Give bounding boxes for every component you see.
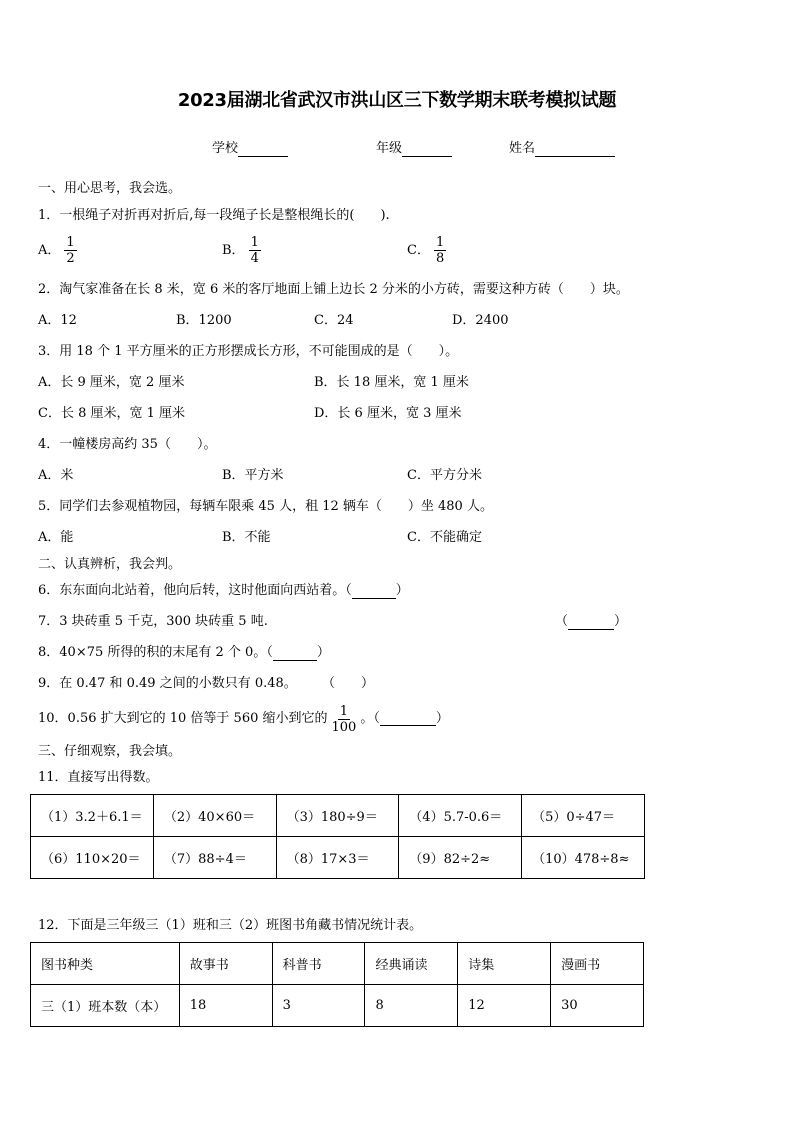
question-8 <box>38 645 330 661</box>
q1-option-a-fraction <box>64 235 76 266</box>
q3-option-c[interactable]: C．长 8 厘米，宽 1 厘米 <box>38 406 186 421</box>
math-cell[interactable]: （3）180÷9＝ <box>276 795 399 837</box>
table-row <box>31 795 645 837</box>
q7-close-paren: ） <box>614 614 628 629</box>
q1-option-c[interactable] <box>407 235 446 266</box>
q2-option-d[interactable]: D．2400 <box>452 313 509 328</box>
q2-option-a[interactable]: A．12 <box>38 313 77 328</box>
q6-close-paren: ） <box>395 583 409 598</box>
q10-open-paren: 。（ <box>360 711 380 726</box>
row-label-cell: 三（1）班本数（本） <box>31 985 180 1027</box>
grade-field[interactable] <box>376 141 452 157</box>
q1-option-b-label: B． <box>222 243 245 258</box>
q3-option-b[interactable]: B．长 18 厘米，宽 1 厘米 <box>314 375 469 390</box>
question-2-stem: 2．淘气家准备在长 8 米，宽 6 米的客厅地面上铺上边长 2 分米的小方砖，需要这种方砖（ ）块。 <box>38 282 629 297</box>
q2-option-b[interactable]: B．1200 <box>176 313 232 328</box>
question-6 <box>38 583 409 599</box>
question-10-stem: 10．0.56 扩大到它的 10 倍等于 560 缩小到它的 <box>38 711 328 726</box>
fraction-numerator: 1 <box>66 235 75 250</box>
header-cell: 科普书 <box>272 943 365 985</box>
grade-label: 年级 <box>376 141 403 156</box>
data-cell: 8 <box>365 985 458 1027</box>
question-8-stem: 8．40×75 所得的积的末尾有 2 个 0。（ <box>38 645 273 660</box>
q4-option-b[interactable]: B．平方米 <box>222 468 284 483</box>
section-heading-1: 一、用心思考，我会选。 <box>38 181 182 196</box>
data-cell: 3 <box>272 985 365 1027</box>
q9-answer-paren[interactable]: （ ） <box>322 676 375 691</box>
q1-option-b[interactable] <box>222 235 261 266</box>
question-10 <box>38 701 449 737</box>
fraction-denominator: 4 <box>250 251 259 266</box>
q7-answer-blank[interactable] <box>568 616 614 630</box>
q3-option-d[interactable]: D．长 6 厘米，宽 3 厘米 <box>314 406 462 421</box>
question-7-answer <box>555 614 627 630</box>
math-cell[interactable]: （8）17×3＝ <box>276 837 399 879</box>
fraction-numerator: 1 <box>435 235 445 250</box>
question-9-stem: 9．在 0.47 和 0.49 之间的小数只有 0.48。 <box>38 676 297 691</box>
q5-option-a[interactable]: A．能 <box>38 530 74 545</box>
data-cell: 30 <box>551 985 644 1027</box>
question-4-stem: 4．一幢楼房高约 35（ ）。 <box>38 437 217 452</box>
header-cell: 经典诵读 <box>365 943 458 985</box>
q5-option-c[interactable]: C．不能确定 <box>407 530 482 545</box>
math-cell[interactable]: （1）3.2＋6.1＝ <box>31 795 154 837</box>
name-label: 姓名 <box>509 141 536 156</box>
q3-option-a[interactable]: A．长 9 厘米，宽 2 厘米 <box>38 375 185 390</box>
question-12-stem: 12．下面是三年级三（1）班和三（2）班图书角藏书情况统计表。 <box>38 918 423 933</box>
q2-option-c[interactable]: C．24 <box>314 313 354 328</box>
q7-open-paren: （ <box>555 614 569 629</box>
section-heading-2: 二、认真辨析，我会判。 <box>38 557 182 572</box>
q4-option-c[interactable]: C．平方分米 <box>407 468 482 483</box>
q1-option-a-label: A． <box>38 243 61 258</box>
page-title: 2023届湖北省武汉市洪山区三下数学期末联考模拟试题 <box>177 90 617 111</box>
math-cell[interactable]: （5）0÷47＝ <box>522 795 645 837</box>
header-cell: 图书种类 <box>31 943 180 985</box>
table-header-row <box>31 943 644 985</box>
q1-option-b-fraction <box>249 235 261 266</box>
q5-option-b[interactable]: B．不能 <box>222 530 271 545</box>
school-field[interactable] <box>212 141 288 157</box>
question-7-stem: 7．3 块砖重 5 千克，300 块砖重 5 吨. <box>38 614 268 629</box>
header-cell: 诗集 <box>458 943 551 985</box>
question-3-stem: 3．用 18 个 1 平方厘米的正方形摆成长方形，不可能围成的是（ ）。 <box>38 344 459 359</box>
math-cell[interactable]: （4）5.7-0.6＝ <box>399 795 522 837</box>
table-row <box>31 837 645 879</box>
q1-option-c-fraction <box>434 235 446 266</box>
q8-answer-blank[interactable] <box>273 647 317 661</box>
q10-close-paren: ） <box>435 711 449 726</box>
header-cell: 漫画书 <box>551 943 644 985</box>
fraction-numerator: 1 <box>250 235 259 250</box>
school-label: 学校 <box>212 141 239 156</box>
table-row <box>31 985 644 1027</box>
math-cell[interactable]: （9）82÷2≈ <box>399 837 522 879</box>
grade-blank[interactable] <box>402 143 452 157</box>
header-cell: 故事书 <box>179 943 272 985</box>
q1-option-a[interactable] <box>38 235 77 266</box>
book-stats-table <box>30 942 644 1027</box>
question-6-stem: 6．东东面向北站着，他向后转，这时他面向西站着。（ <box>38 583 352 598</box>
q10-fraction <box>330 704 359 735</box>
math-cell[interactable]: （2）40×60＝ <box>153 795 276 837</box>
fraction-denominator: 8 <box>435 251 445 266</box>
section-heading-3: 三、仔细观察，我会填。 <box>38 744 182 759</box>
question-11-stem: 11．直接写出得数。 <box>38 770 159 785</box>
mental-math-table <box>30 794 645 879</box>
data-cell: 18 <box>179 985 272 1027</box>
question-1-stem: 1．一根绳子对折再对折后,每一段绳子长是整根绳长的( ). <box>38 208 390 223</box>
math-cell[interactable]: （10）478÷8≈ <box>522 837 645 879</box>
school-blank[interactable] <box>238 143 288 157</box>
math-cell[interactable]: （7）88÷4＝ <box>153 837 276 879</box>
q6-answer-blank[interactable] <box>352 585 396 599</box>
name-field[interactable] <box>509 141 615 157</box>
question-5-stem: 5．同学们去参观植物园，每辆车限乘 45 人，租 12 辆车（ ）坐 480 人。 <box>38 499 493 514</box>
data-cell: 12 <box>458 985 551 1027</box>
q10-answer-blank[interactable] <box>380 712 436 726</box>
math-cell[interactable]: （6）110×20＝ <box>31 837 154 879</box>
fraction-denominator: 100 <box>331 719 357 735</box>
q1-option-c-label: C． <box>407 243 430 258</box>
q4-option-a[interactable]: A．米 <box>38 468 74 483</box>
fraction-denominator: 2 <box>66 251 75 266</box>
fraction-numerator: 1 <box>339 703 349 719</box>
q8-close-paren: ） <box>316 645 330 660</box>
name-blank[interactable] <box>535 143 615 157</box>
